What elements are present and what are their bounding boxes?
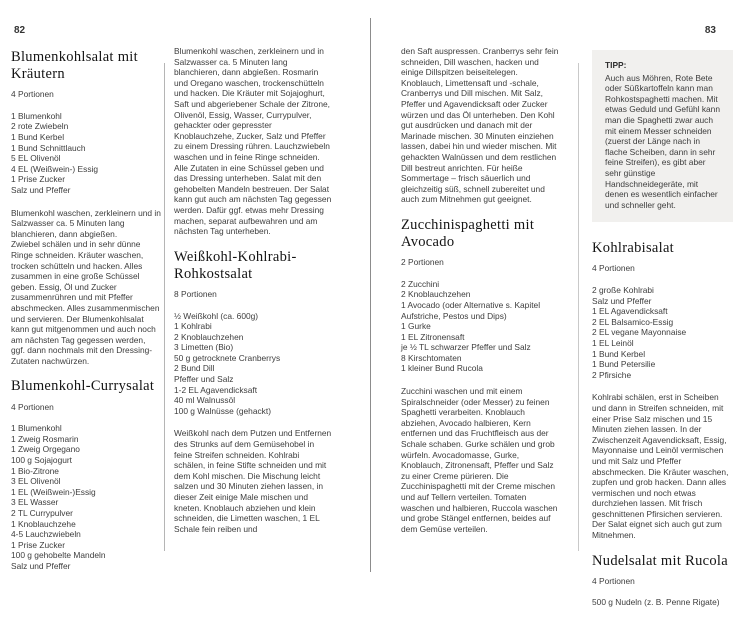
text-column-3 <box>401 46 561 546</box>
ingredient-line: 50 g getrocknete Cranberrys <box>174 352 281 363</box>
ingredient-line: 100 g Sojajogurt <box>11 454 72 465</box>
ingredient-line: 1 kleiner Bund Rucola <box>401 363 483 374</box>
ingredient-line: 1 Gurke <box>401 321 431 332</box>
ingredient-line: 1 Zweig Orgegano <box>11 444 80 455</box>
column-divider-right-page <box>578 63 579 551</box>
ingredients-list <box>592 597 733 608</box>
ingredient-line: 1 Bund Schnittlauch <box>11 142 86 153</box>
ingredient-line: 3 EL Olivenöl <box>11 476 61 487</box>
ingredient-line: 4 EL (Weißwein-) Essig <box>11 163 99 174</box>
paragraph-text: Zucchini waschen und mit einem Spiralschneider (oder Messer) zu feinen Spaghetti verarbeiten. Knoblauch abziehen, Avocado halbieren, Kern entfernen und das Fruchtfleisch aus der Schale schaben. Gurke schälen und grob würfeln. Avocadomasse, Gurke, Knoblauch, Zitronensaft, Pfeffer und Salz zu einer Creme pürieren. Die Zucchinispaghetti mit der Creme mischen und auf Tellern verteilen. Tomaten waschen und halbieren, Ruccola waschen und grobe Stängel entfernen, beides auf dem Gemüse verteilen. <box>401 386 558 534</box>
servings-label: 4 Portionen <box>11 401 54 412</box>
recipe-title: Blumenkohl-Currysalat <box>11 378 155 395</box>
ingredient-line: 100 g gehobelte Mandeln <box>11 550 106 561</box>
ingredient-line: 1 EL Leinöl <box>592 337 634 348</box>
page-gutter-divider <box>370 18 371 572</box>
ingredient-line: 1 Avocado (oder Alternative s. Kapitel Aufstriche, Pestos und Dips) <box>401 299 541 321</box>
ingredient-line: 5 EL Olivenöl <box>11 153 61 164</box>
ingredient-line: 4-5 Lauchzwiebeln <box>11 529 81 540</box>
ingredient-line: 2 Zucchini <box>401 278 440 289</box>
servings-label: 8 Portionen <box>174 288 217 299</box>
ingredients-list <box>401 279 561 374</box>
servings-label: 4 Portionen <box>592 575 635 586</box>
ingredient-line: 100 g Walnüsse (gehackt) <box>174 405 271 416</box>
ingredient-line: 1 Bund Petersilie <box>592 359 656 370</box>
paragraph-text: Weißkohl nach dem Putzen und Entfernen des Strunks auf dem Gemüsehobel in feine Streifen schneiden. Kohlrabi schälen, in feine Stifte schneiden und mit dem Kohl mischen. Die Mischung leicht salzen und 30 Minuten ziehen lassen, in dieser Zeit einige Male mischen und kneten. Knoblauch abziehen und klein schneiden, die Limetten waschen, 1 EL Schale fein reiben und <box>174 428 332 534</box>
ingredient-line: 1 EL Agavendicksaft <box>592 306 668 317</box>
ingredients-list <box>174 311 332 417</box>
ingredient-line: je ½ TL schwarzer Pfeffer und Salz <box>401 342 531 353</box>
ingredient-line: 1 Zweig Rosmarin <box>11 433 79 444</box>
ingredient-line: 1 Prise Zucker <box>11 174 65 185</box>
text-column-1 <box>11 46 161 583</box>
ingredient-line: 2 EL Balsamico-Essig <box>592 316 674 327</box>
ingredient-line: 500 g Nudeln (z. B. Penne Rigate) <box>592 597 720 608</box>
body-paragraph <box>174 46 332 237</box>
recipe-title: Blumenkohlsalat mit Kräutern <box>11 49 138 83</box>
ingredient-line: 1-2 EL Agavendicksaft <box>174 384 258 395</box>
ingredient-line: Salz und Pfeffer <box>11 560 71 571</box>
text-column-4 <box>592 46 733 620</box>
ingredient-line: 2 Pfirsiche <box>592 369 632 380</box>
ingredient-line: 3 Limetten (Bio) <box>174 342 234 353</box>
ingredient-line: 2 EL vegane Mayonnaise <box>592 327 687 338</box>
ingredient-line: 2 Knoblauchzehen <box>174 331 244 342</box>
paragraph-text: Zwiebel schälen und in sehr dünne Ringe schneiden. Kräuter waschen, trocken schütteln und hacken. Alles zusammen in eine große Schüssel geben. Essig, Öl und Zucker zusammenrühren und mit Pfeffer abschmecken. Alles zusammenmischen und servieren. Der Blumenkohlsalat kann gut mitgenommen und auch noch am nächsten Tag gegessen werden, ggf. dann nochmals mit den Dressing-Zutaten nachwürzen. <box>11 239 160 366</box>
servings-label: 4 Portionen <box>592 263 635 274</box>
ingredients-list <box>11 111 161 196</box>
ingredient-line: Salz und Pfeffer <box>11 184 71 195</box>
paragraph-text: den Saft auspressen. Cranberrys sehr fein schneiden, Dill waschen, hacken und einige Dillspitzen beiseitelegen. Knoblauch, Limettensaft und -schale, Cranberrys und Dill mischen. Mit Salz, Pfeffer und Agavendicksaft oder Zucker würzen und das Öl unterheben. Den Kohl gut ausdrücken und danach mit der Marinade mischen. 30 Minuten einziehen lassen, dabei hin und wieder mischen. Mit gehackten Walnüssen und dem restlichen Dill bestreut anrichten. Für heiße Sommertage – frisch säuerlich und gleichzeitig süß, schnell zubereitet und auch zum Mitnehmen gut geeignet. <box>401 46 559 205</box>
body-paragraph <box>401 46 561 205</box>
ingredient-line: 1 Blumenkohl <box>11 110 62 121</box>
ingredient-line: 1 Bio-Zitrone <box>11 465 59 476</box>
ingredient-line: 1 Knoblauchzehe <box>11 518 76 529</box>
ingredient-line: 1 Kohlrabi <box>174 321 212 332</box>
tip-box <box>592 50 733 222</box>
ingredient-line: 1 Bund Kerbel <box>11 132 65 142</box>
servings-label: 4 Portionen <box>11 89 54 100</box>
ingredient-line: 2 Bund Dill <box>174 363 215 374</box>
ingredient-line: 1 Blumenkohl <box>11 423 62 434</box>
body-paragraph <box>11 208 161 367</box>
paragraph-text: Kohlrabi schälen, erst in Scheiben und dann in Streifen schneiden, mit einer Prise Salz mischen und 15 Minuten ziehen lassen. In der Zwischenzeit Agavendicksaft, Essig, Mayonnaise und Leinöl vermischen und mit Salz und Pfeffer abschmecken. Die Kräuter waschen, zupfen und grob hacken. Dann alles vermischen und noch etwas durchziehen lassen. Mit frisch geschnittenen Pfirsichen servieren. Der Salat eignet sich auch gut zum Mitnehmen. <box>592 392 729 541</box>
body-paragraph <box>592 392 733 540</box>
paragraph-text: Blumenkohl waschen, zerkleinern und in Salzwasser ca. 5 Minuten lang blanchieren, dann abgießen. Rosmarin und Oregano waschen, trockenschütteln und hacken. Die Kräuter mit Sojajoghurt, Saft und abgeriebener Schale der Zitrone, Olivenöl, Essig, Wasser, Currypulver, gehackter oder gepresster Knoblauchzehe, Zucker, Salz und Pfeffer zu einem Dressing rühren. Lauchzwiebeln waschen und in feine Ringe schneiden. Alle Zutaten in eine Schüssel geben und das Dressing unterheben. Salat mit den gehobelten Mandeln bestreuen. Der Salat kann gut auch am nächsten Tag gegessen werden. Dafür ggf. etwas mehr Dressing machen, separat aufbewahren und am nächsten Tag unterheben. <box>174 46 332 237</box>
recipe-title: Kohlrabisalat <box>592 240 675 257</box>
column-divider-left-page <box>164 63 165 551</box>
ingredients-list <box>592 285 733 380</box>
tip-text: Auch aus Möhren, Rote Bete oder Süßkartoffeln kann man Rohkostspaghetti machen. Mit etwas Geduld und Gefühl kann man die Spaghetti zwar auch mit einem Messer schneiden (zuerst der Länge nach in flache Scheiben, dann in sehr feine Streifen), es gibt aber sehr günstige Handschneidegeräte, mit denen es wesentlich einfacher und schneller geht. <box>605 72 721 210</box>
ingredient-line: 2 große Kohlrabi <box>592 285 654 296</box>
ingredient-line: 1 EL Zitronensaft <box>401 331 465 342</box>
ingredients-list <box>11 423 161 571</box>
body-paragraph <box>174 428 332 534</box>
ingredient-line: 1 EL (Weißwein-)Essig <box>11 486 96 497</box>
ingredient-line: 40 ml Walnussöl <box>174 395 236 406</box>
ingredient-line: Pfeffer und Salz <box>174 374 234 385</box>
page-number-right: 83 <box>704 25 716 36</box>
recipe-title: Zucchinispaghetti mit Avocado <box>401 216 535 251</box>
page-number-left: 82 <box>14 25 26 36</box>
ingredient-line: ½ Weißkohl (ca. 600g) <box>174 310 259 321</box>
ingredient-line: Salz und Pfeffer <box>592 295 652 306</box>
text-column-2 <box>174 46 332 546</box>
paragraph-text: Blumenkohl waschen, zerkleinern und in Salzwasser ca. 5 Minuten lang blanchieren, dann abgießen. <box>11 207 161 239</box>
recipe-title: Weißkohl-Kohlrabi-Rohkostsalat <box>174 248 297 282</box>
servings-label: 2 Portionen <box>401 257 444 268</box>
ingredient-line: 2 TL Currypulver <box>11 507 73 518</box>
ingredient-line: 1 Bund Kerbel <box>592 348 646 359</box>
recipe-title: Nudelsalat mit Rucola <box>592 552 728 569</box>
ingredient-line: 1 Prise Zucker <box>11 539 65 550</box>
tip-heading: TIPP: <box>605 60 627 70</box>
ingredient-line: 8 Kirschtomaten <box>401 352 462 363</box>
ingredient-line: 2 Knoblauchzehen <box>401 289 471 300</box>
body-paragraph <box>401 386 561 534</box>
ingredient-line: 2 rote Zwiebeln <box>11 121 69 132</box>
ingredient-line: 3 EL Wasser <box>11 497 59 508</box>
